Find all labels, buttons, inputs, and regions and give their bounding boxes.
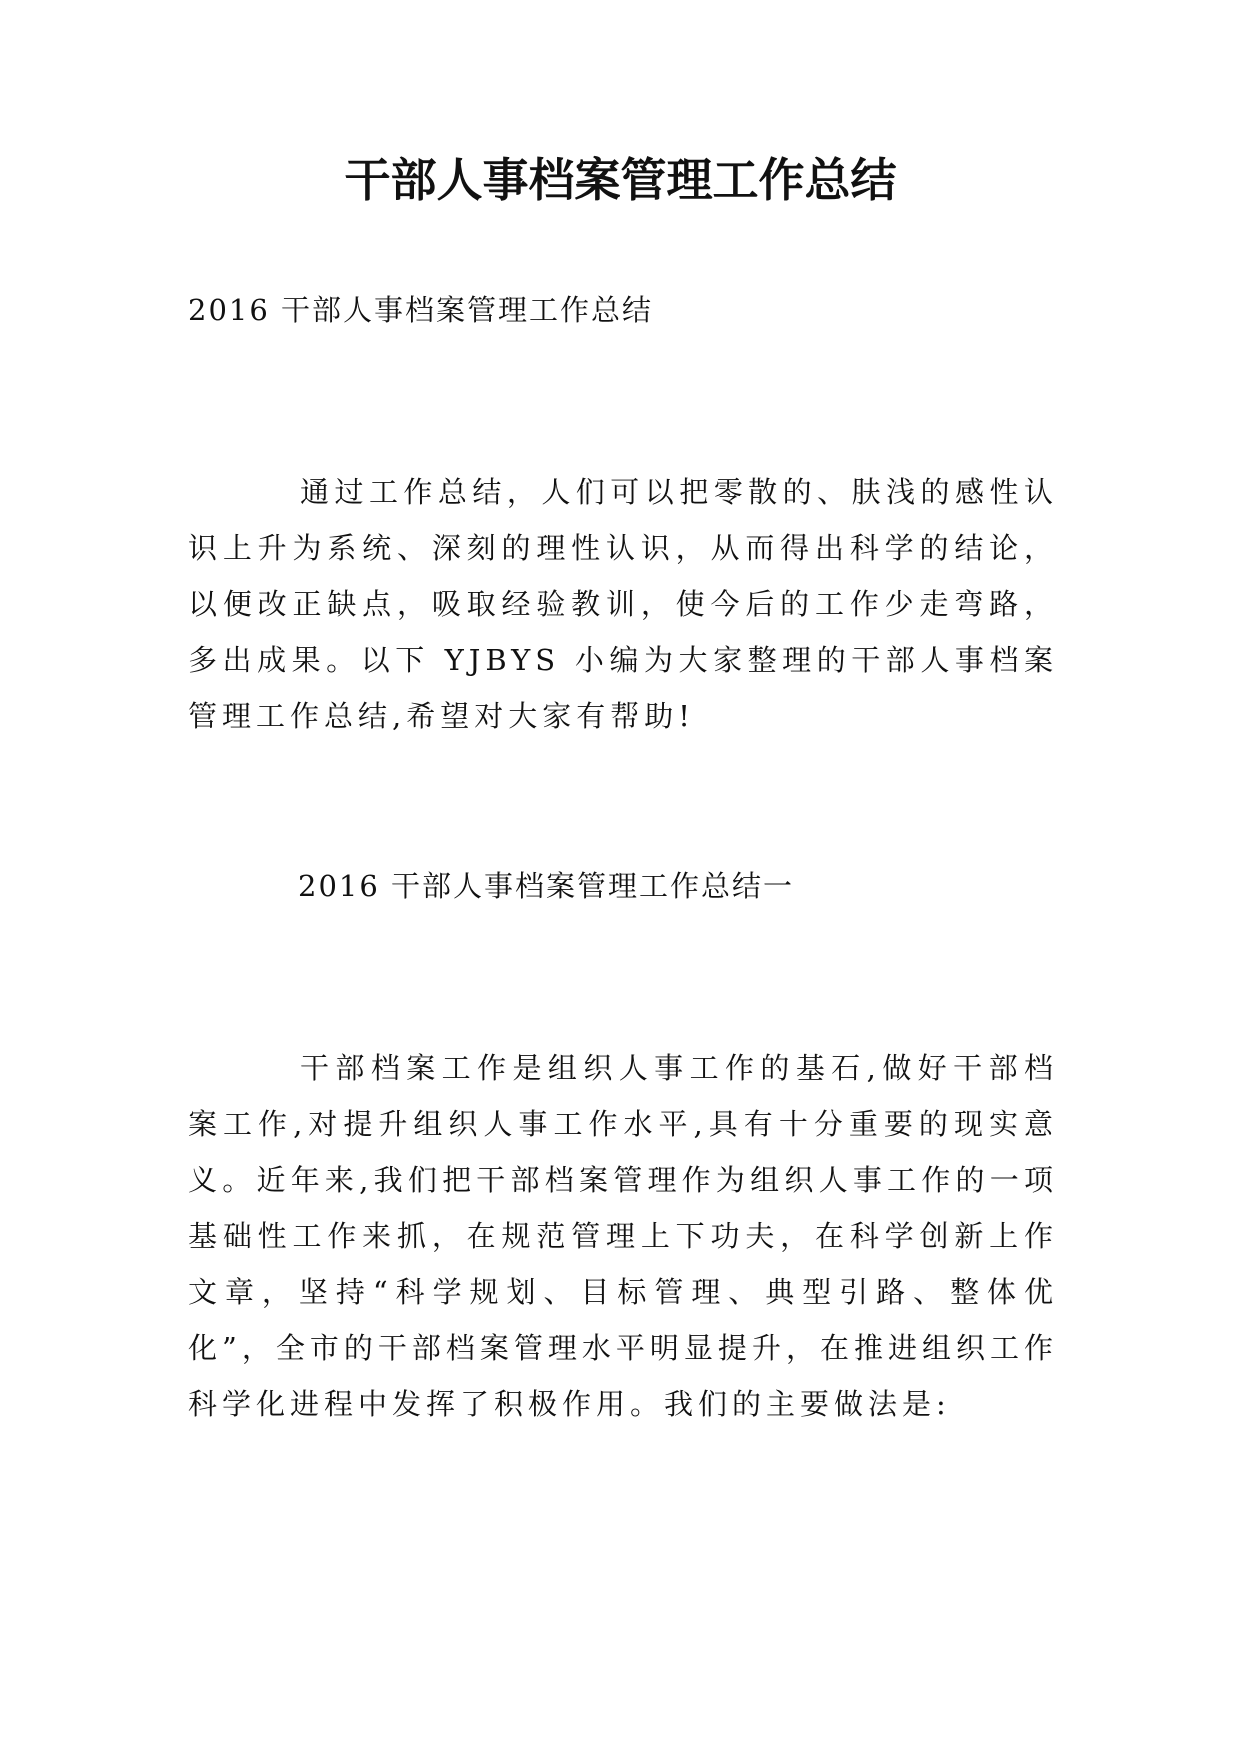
- document-subtitle: 2016 干部人事档案管理工作总结: [188, 293, 654, 327]
- intro-paragraph: 通过工作总结，人们可以把零散的、肤浅的感性认识上升为系统、深刻的理性认识，从而得出科学的结论，以便改正缺点，吸取经验教训，使今后的工作少走弯路，多出成果。以下 YJBYS 小编为大家整理的干部人事档案管理工作总结,希望对大家有帮助!: [188, 475, 1058, 733]
- section-heading: 2016 干部人事档案管理工作总结一: [298, 869, 795, 903]
- body-paragraph: 干部档案工作是组织人事工作的基石,做好干部档案工作,对提升组织人事工作水平,具有十分重要的现实意义。近年来,我们把干部档案管理作为组织人事工作的一项基础性工作来抓，在规范管理上下功夫，在科学创新上作文章，坚持“科学规划、目标管理、典型引路、整体优化”，全市的干部档案管理水平明显提升，在推进组织工作科学化进程中发挥了积极作用。我们的主要做法是:: [188, 1051, 1058, 1421]
- document-title: 干部人事档案管理工作总结: [344, 153, 897, 207]
